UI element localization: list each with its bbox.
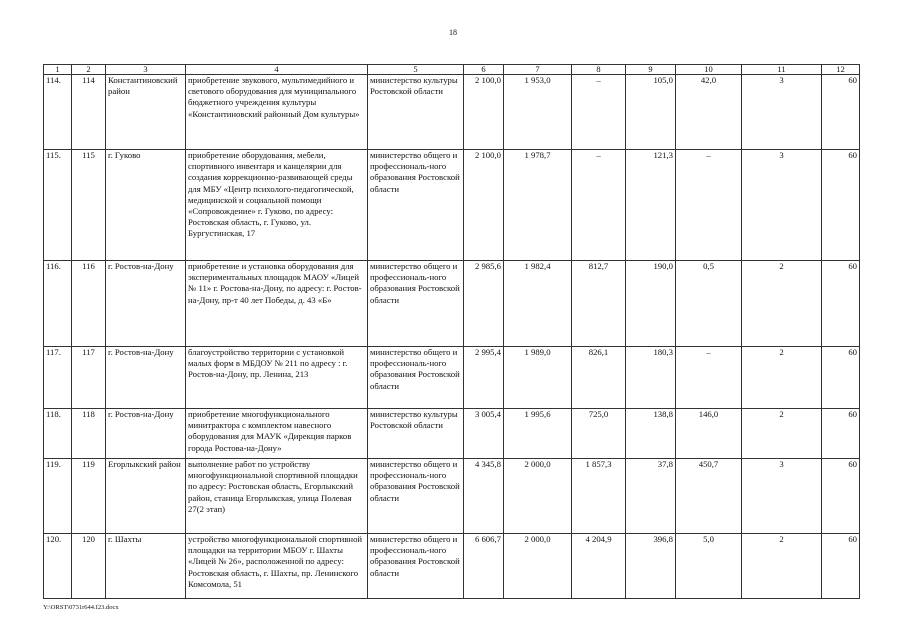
place-cell: г. Гуково	[106, 150, 186, 261]
place-cell: г. Ростов-на-Дону	[106, 347, 186, 409]
value-8: 725,0	[572, 409, 626, 459]
place-cell: г. Ростов-на-Дону	[106, 409, 186, 459]
place-cell: г. Ростов-на-Дону	[106, 261, 186, 347]
row-number: 117.	[44, 347, 72, 409]
table-row	[44, 534, 860, 599]
table-row	[44, 459, 860, 534]
row-number: 116.	[44, 261, 72, 347]
col-header-8: 8	[572, 65, 626, 75]
value-11: 2	[742, 409, 822, 459]
value-9: 121,3	[626, 150, 676, 261]
description-cell: выполнение работ по устройству многофункциональной спортивной площадки по адресу: Ростовская область, Егорлыкский район, станица Егорлыкская, улица Полевая 27(2 этап)	[186, 459, 368, 534]
value-8: –	[572, 150, 626, 261]
table-row	[44, 150, 860, 261]
ministry-cell: министерство общего и профессиональ-ного образования Ростовской области	[368, 534, 464, 599]
header-row	[44, 65, 860, 75]
value-9: 396,8	[626, 534, 676, 599]
value-8: 1 857,3	[572, 459, 626, 534]
place-cell: Константиновский район	[106, 75, 186, 150]
value-10: –	[676, 347, 742, 409]
col-header-1: 1	[44, 65, 72, 75]
table-row	[44, 347, 860, 409]
col-header-9: 9	[626, 65, 676, 75]
place-cell: г. Шахты	[106, 534, 186, 599]
row-number: 115.	[44, 150, 72, 261]
value-7: 1 995,6	[504, 409, 572, 459]
value-12: 60	[822, 409, 860, 459]
value-12: 60	[822, 75, 860, 150]
value-9: 37,8	[626, 459, 676, 534]
value-9: 180,3	[626, 347, 676, 409]
col-header-4: 4	[186, 65, 368, 75]
page-number: 18	[449, 28, 457, 37]
row-id: 115	[72, 150, 106, 261]
ministry-cell: министерство общего и профессиональ-ного образования Ростовской области	[368, 150, 464, 261]
table-row	[44, 409, 860, 459]
ministry-cell: министерство культуры Ростовской области	[368, 409, 464, 459]
value-6: 2 985,6	[464, 261, 504, 347]
value-8: 826,1	[572, 347, 626, 409]
value-11: 2	[742, 347, 822, 409]
value-12: 60	[822, 534, 860, 599]
row-id: 120	[72, 534, 106, 599]
value-10: 5,0	[676, 534, 742, 599]
col-header-7: 7	[504, 65, 572, 75]
value-10: –	[676, 150, 742, 261]
description-cell: приобретение многофункционального минитрактора с комплектом навесного оборудования для МАУК «Дирекция парков города Ростова-на-Дону»	[186, 409, 368, 459]
value-6: 2 995,4	[464, 347, 504, 409]
value-7: 1 953,0	[504, 75, 572, 150]
row-number: 120.	[44, 534, 72, 599]
data-table	[43, 64, 860, 599]
value-12: 60	[822, 347, 860, 409]
value-6: 2 100,0	[464, 150, 504, 261]
ministry-cell: министерство культуры Ростовской области	[368, 75, 464, 150]
value-10: 450,7	[676, 459, 742, 534]
value-9: 190,0	[626, 261, 676, 347]
ministry-cell: министерство общего и профессиональ-ного образования Ростовской области	[368, 347, 464, 409]
description-cell: приобретение оборудования, мебели, спортивного инвентаря и канцелярии для создания коррекционно-развивающей среды для МБУ «Центр психолого-педагогической, медицинской и социальной помощи «Сопровождение» г. Гуково, по адресу: Ростовская область, г. Гуково, ул. Бургустинская, 17	[186, 150, 368, 261]
row-id: 116	[72, 261, 106, 347]
value-11: 3	[742, 150, 822, 261]
value-10: 0,5	[676, 261, 742, 347]
value-7: 1 978,7	[504, 150, 572, 261]
value-11: 2	[742, 261, 822, 347]
col-header-5: 5	[368, 65, 464, 75]
row-id: 117	[72, 347, 106, 409]
file-path-footer: Y:\ORST\0731r644.f23.docx	[43, 604, 119, 611]
value-6: 2 100,0	[464, 75, 504, 150]
description-cell: устройство многофункциональной спортивной площадки на территории МБОУ г. Шахты «Лицей № 26», расположенной по адресу: Ростовская область, г. Шахты, пр. Ленинского Комсомола, 51	[186, 534, 368, 599]
row-number: 118.	[44, 409, 72, 459]
value-8: 812,7	[572, 261, 626, 347]
row-number: 119.	[44, 459, 72, 534]
value-11: 2	[742, 534, 822, 599]
row-id: 118	[72, 409, 106, 459]
value-12: 60	[822, 459, 860, 534]
row-number: 114.	[44, 75, 72, 150]
table-row	[44, 75, 860, 150]
col-header-12: 12	[822, 65, 860, 75]
value-10: 146,0	[676, 409, 742, 459]
table-row	[44, 261, 860, 347]
value-9: 105,0	[626, 75, 676, 150]
description-cell: благоустройство территории с установкой малых форм в МБДОУ № 211 по адресу : г. Ростов-на-Дону, пр. Ленина, 213	[186, 347, 368, 409]
value-6: 3 005,4	[464, 409, 504, 459]
value-11: 3	[742, 459, 822, 534]
value-11: 3	[742, 75, 822, 150]
col-header-2: 2	[72, 65, 106, 75]
description-cell: приобретение звукового, мультимедийного и светового оборудования для муниципального бюджетного учреждения культуры «Константиновский районный Дом культуры»	[186, 75, 368, 150]
value-7: 1 982,4	[504, 261, 572, 347]
value-6: 4 345,8	[464, 459, 504, 534]
value-10: 42,0	[676, 75, 742, 150]
col-header-11: 11	[742, 65, 822, 75]
value-7: 2 000,0	[504, 534, 572, 599]
place-cell: Егорлыкский район	[106, 459, 186, 534]
value-7: 1 989,0	[504, 347, 572, 409]
value-12: 60	[822, 150, 860, 261]
col-header-3: 3	[106, 65, 186, 75]
ministry-cell: министерство общего и профессиональ-ного образования Ростовской области	[368, 459, 464, 534]
col-header-10: 10	[676, 65, 742, 75]
value-7: 2 000,0	[504, 459, 572, 534]
value-8: –	[572, 75, 626, 150]
value-8: 4 204,9	[572, 534, 626, 599]
col-header-6: 6	[464, 65, 504, 75]
row-id: 114	[72, 75, 106, 150]
value-9: 138,8	[626, 409, 676, 459]
row-id: 119	[72, 459, 106, 534]
value-6: 6 606,7	[464, 534, 504, 599]
ministry-cell: министерство общего и профессиональ-ного образования Ростовской области	[368, 261, 464, 347]
description-cell: приобретение и установка оборудования для экспериментальных площадок МАОУ «Лицей № 11» г. Ростова-на-Дону, по адресу: г. Ростов-на-Дону, пр-т 40 лет Победы, д. 43 «Б»	[186, 261, 368, 347]
value-12: 60	[822, 261, 860, 347]
